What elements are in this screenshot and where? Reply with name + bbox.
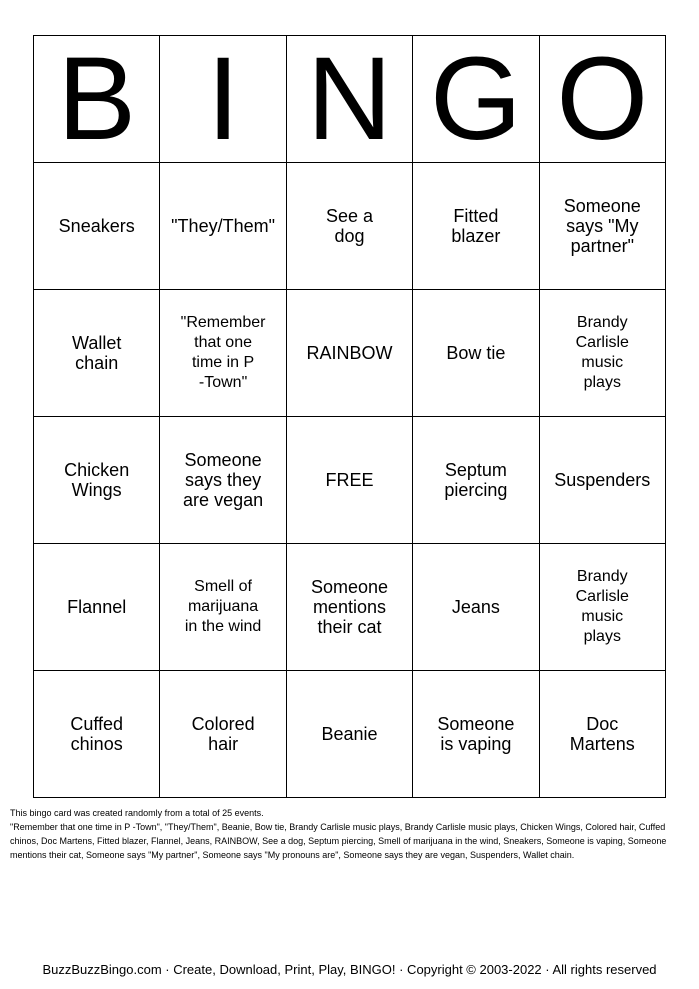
header-letter-b: B — [34, 36, 160, 163]
free-space-cell — [286, 417, 412, 544]
footer-copyright: BuzzBuzzBingo.com · Create, Download, Print, Play, BINGO! · Copyright © 2003-2022 · All rights reserved — [42, 962, 657, 977]
header-row — [34, 36, 666, 163]
grid-cell — [539, 290, 665, 417]
cell-text: Someone is vaping — [437, 714, 515, 754]
grid-cell — [413, 417, 539, 544]
cell-text: Doc Martens — [569, 714, 635, 754]
note-summary: This bingo card was created randomly from a total of 25 events. — [10, 808, 264, 818]
grid-cell — [413, 671, 539, 798]
grid-cell — [539, 417, 665, 544]
grid-cell — [286, 671, 412, 798]
grid-row — [34, 417, 666, 544]
cell-text: Fitted blazer — [451, 206, 501, 246]
cell-text: Sneakers — [58, 216, 135, 236]
grid-cell — [34, 671, 160, 798]
grid-cell — [286, 163, 412, 290]
grid-cell — [539, 163, 665, 290]
bingo-card — [33, 35, 666, 798]
cell-text: Jeans — [451, 597, 500, 617]
grid-cell — [160, 290, 286, 417]
cell-text: Chicken Wings — [64, 460, 130, 500]
grid-cell — [160, 671, 286, 798]
grid-cell — [413, 544, 539, 671]
header-letter-n: N — [286, 36, 412, 163]
grid-row — [34, 163, 666, 290]
card-note — [10, 806, 690, 862]
cell-text: Wallet chain — [72, 333, 122, 373]
grid-row — [34, 544, 666, 671]
grid-cell — [413, 163, 539, 290]
grid-cell — [539, 544, 665, 671]
cell-text: Septum piercing — [444, 460, 508, 500]
cell-text: Cuffed chinos — [70, 714, 124, 754]
grid-cell — [286, 290, 412, 417]
grid-cell — [286, 544, 412, 671]
cell-text: Beanie — [321, 724, 378, 744]
grid-cell — [160, 163, 286, 290]
header-letter-o: O — [539, 36, 665, 163]
grid-cell — [34, 417, 160, 544]
grid-row — [34, 290, 666, 417]
cell-text: "Remember that one time in P -Town" — [180, 314, 266, 391]
header-letter-i: I — [160, 36, 286, 163]
grid-cell — [539, 671, 665, 798]
grid-cell — [160, 544, 286, 671]
cell-text: "They/Them" — [171, 216, 275, 236]
cell-text: Flannel — [67, 597, 127, 617]
header-letter-g: G — [413, 36, 539, 163]
grid-cell — [34, 290, 160, 417]
cell-text: See a dog — [325, 206, 373, 246]
cell-text: Bow tie — [446, 343, 506, 363]
grid-row — [34, 671, 666, 798]
cell-text: Smell of marijuana in the wind — [184, 578, 262, 635]
cell-text: Brandy Carlisle music plays — [575, 568, 629, 645]
cell-text: FREE — [325, 470, 374, 490]
cell-text: Suspenders — [554, 470, 651, 490]
grid-cell — [34, 163, 160, 290]
note-event-list: "Remember that one time in P -Town", "They/Them", Beanie, Bow tie, Brandy Carlisle music plays, Brandy Carlisle music plays, Chicken Wings, Colored hair, Cuffed chinos, Doc Martens, Fitted blazer, Flannel, Jeans, RAINBOW, See a dog, Septum piercing, Smell of marijuana in the wind, Sneakers, Someone is vaping, Someone mentions their cat, Someone says "My partner", Someone says "My pronouns are", Someone says they are vegan, Suspenders, Wallet chain. — [10, 822, 667, 860]
cell-text: Someone mentions their cat — [310, 577, 388, 637]
cell-text: Brandy Carlisle music plays — [575, 314, 629, 391]
grid-cell — [413, 290, 539, 417]
grid-cell — [160, 417, 286, 544]
grid-cell — [34, 544, 160, 671]
cell-text: RAINBOW — [306, 343, 393, 363]
cell-text: Someone says they are vegan — [183, 450, 264, 510]
cell-text: Colored hair — [191, 714, 255, 754]
cell-text: Someone says "My partner" — [563, 196, 641, 256]
